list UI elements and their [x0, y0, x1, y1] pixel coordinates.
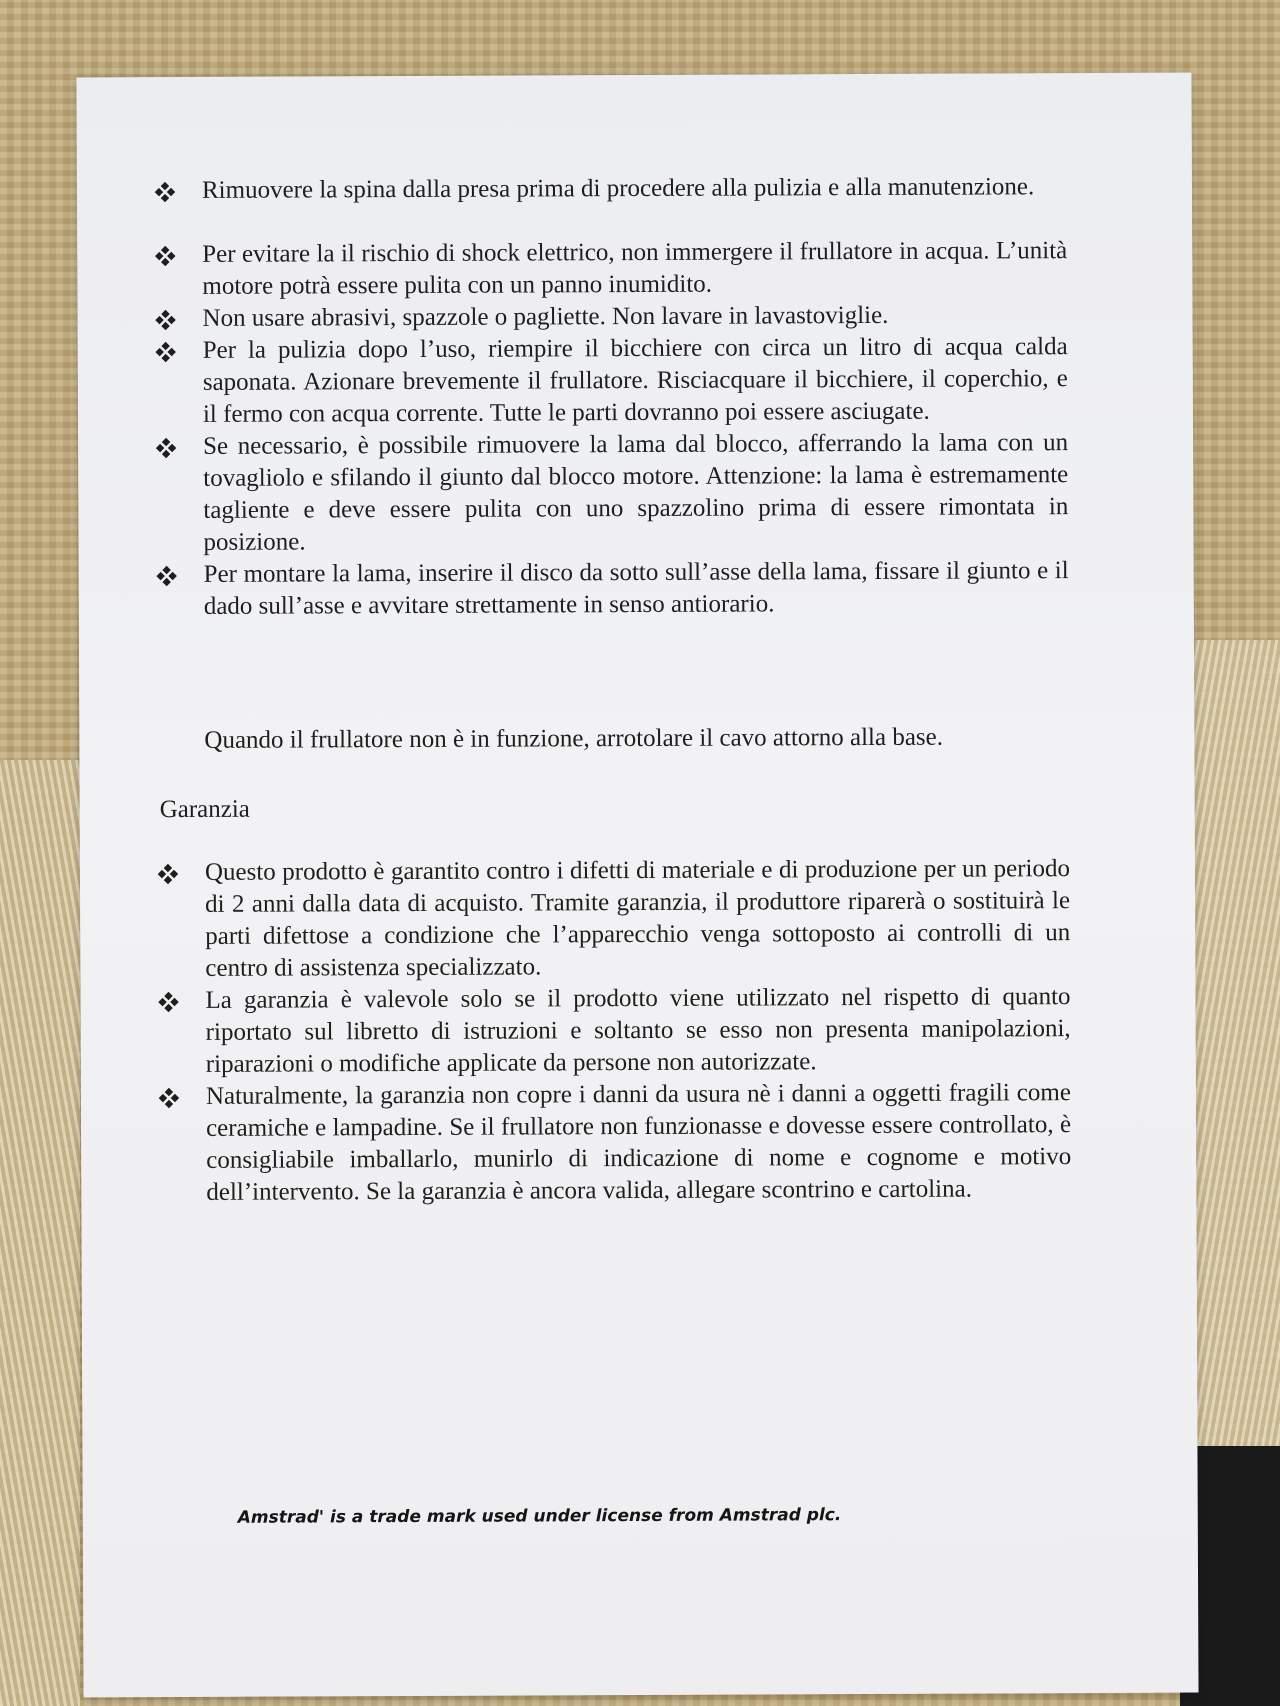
- list-item: [202, 171, 1067, 207]
- list-item: [202, 299, 1067, 335]
- list-item-text: Per la pulizia dopo l’uso, riempire il bicchiere con circa un litro di acqua calda saponata. Azionare brevemente il frullatore. Risciacquare il bicchiere, il coperchio, e il fermo con acqua corrente. Tutte le parti dovranno poi essere asciugate.: [202, 333, 1068, 428]
- fabric-fringe-right: [1190, 640, 1280, 1540]
- warranty-list: [205, 853, 1072, 1209]
- diamond-bullet-icon: [159, 993, 177, 1011]
- list-item-text: Non usare abrasivi, spazzole o pagliette. Non lavare in lavastoviglie.: [202, 301, 889, 332]
- diamond-bullet-icon: [160, 1089, 178, 1107]
- list-item: [203, 331, 1068, 431]
- warranty-heading: Garanzia: [159, 795, 250, 824]
- trademark-notice: Amstrad' is a trade mark used under license from Amstrad plc.: [237, 1505, 842, 1528]
- list-item: [203, 427, 1069, 559]
- instruction-sheet: [76, 73, 1198, 1698]
- list-item: [206, 1077, 1072, 1209]
- diamond-bullet-icon: [157, 343, 175, 361]
- diamond-bullet-icon: [156, 183, 174, 201]
- list-item-text: Per montare la lama, inserire il disco da sotto sull’asse della lama, fissare il giunto e il dado sull’asse e avvitare strettamente in senso antiorario.: [203, 557, 1069, 620]
- cleaning-instructions-list: [202, 171, 1069, 623]
- list-item: [205, 853, 1071, 985]
- cable-storage-note: Quando il frullatore non è in funzione, arrotolare il cavo attorno alla base.: [204, 723, 944, 754]
- list-item: [205, 981, 1070, 1081]
- diamond-bullet-icon: [159, 865, 177, 883]
- diamond-bullet-icon: [156, 311, 174, 329]
- sheet-content: [76, 73, 1191, 1528]
- list-item-text: Naturalmente, la garanzia non copre i danni da usura nè i danni a oggetti fragili come ceramiche e lampadine. Se il frullatore non funzionasse e dovesse essere controllato, è consigliabile imballarlo, munirlo di indicazione di nome e cognome e motivo dell’intervento. Se la garanzia è ancora valida, allegare scontrino e cartolina.: [205, 1079, 1072, 1206]
- list-item: [202, 235, 1067, 303]
- diamond-bullet-icon: [158, 567, 176, 585]
- diamond-bullet-icon: [156, 247, 174, 265]
- fabric-fringe-left: [0, 760, 80, 1706]
- list-item: [204, 555, 1069, 623]
- diamond-bullet-icon: [157, 439, 175, 457]
- list-item-text: Per evitare la il rischio di shock elettrico, non immergere il frullatore in acqua. L’unità motore potrà essere pulita con un panno inumidito.: [202, 237, 1068, 300]
- list-item-text: Questo prodotto è garantito contro i difetti di materiale e di produzione per un periodo di 2 anni dalla data di acquisto. Tramite garanzia, il produttore riparerà o sostituirà le parti difettose a condizione che l’apparecchio venga sottoposto ai controlli di un centro di assistenza specializzato.: [204, 855, 1071, 982]
- list-item-text: Se necessario, è possibile rimuovere la lama dal blocco, afferrando la lama con un tovagliolo e sfilando il giunto dal blocco motore. Attenzione: la lama è estremamente tagliente e deve essere pulita con uno spazzolino prima di essere rimontata in posizione.: [203, 429, 1069, 556]
- list-item-text: La garanzia è valevole solo se il prodotto viene utilizzato nel rispetto di quanto riportato sul libretto di istruzioni e soltanto se esso non presenta manipolazioni, riparazioni o modifiche applicate da persone non autorizzate.: [205, 983, 1071, 1078]
- list-item-text: Rimuovere la spina dalla presa prima di procedere alla pulizia e alla manutenzione.: [201, 173, 1035, 204]
